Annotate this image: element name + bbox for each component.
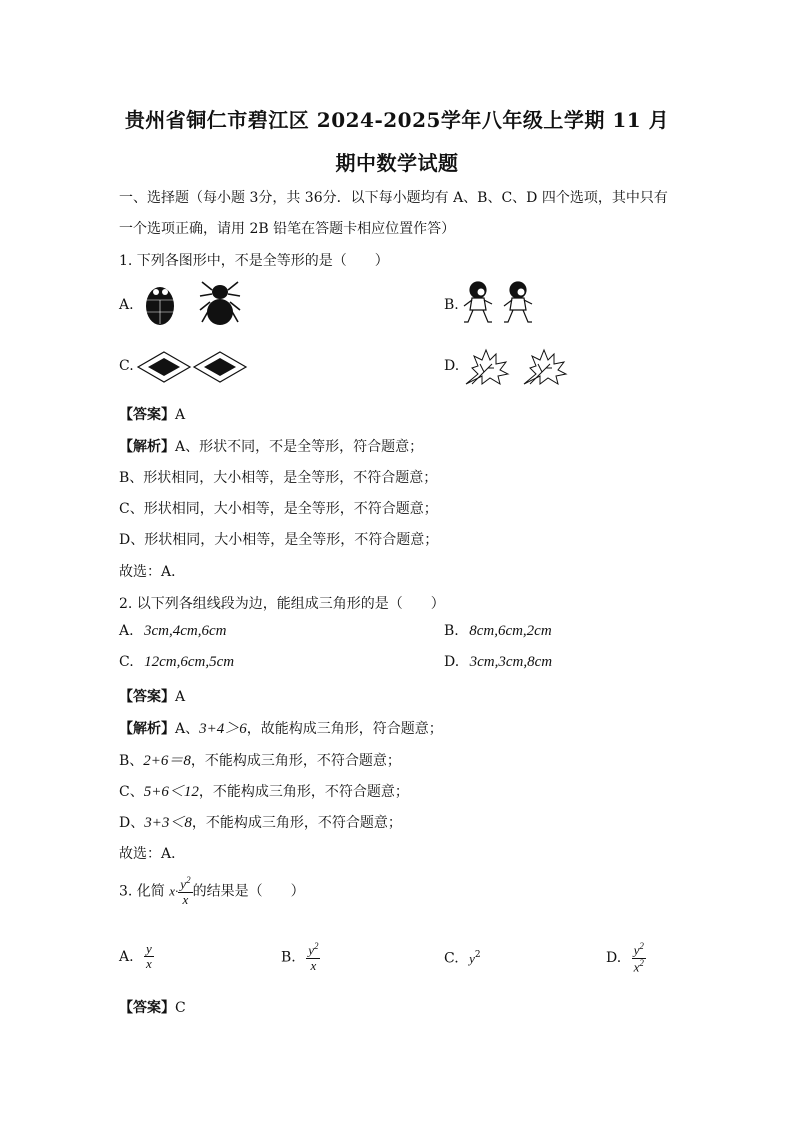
option-label: B.	[444, 623, 459, 639]
q1-option-a-label: A.	[119, 297, 134, 313]
numerator-exponent: 2	[639, 941, 644, 951]
option-label: D.	[444, 654, 460, 670]
q1-stem: 1. 下列各图形中，不是全等形的是（ ）	[119, 253, 389, 269]
beetle-icon	[146, 287, 174, 325]
option-fraction	[306, 942, 320, 973]
answer-label: 【答案】	[119, 1000, 175, 1016]
denominator-exponent: 2	[639, 957, 644, 968]
analysis-label: 【解析】	[119, 439, 175, 455]
denominator: x	[633, 958, 640, 974]
answer-label: 【答案】	[119, 407, 175, 423]
cartoon-boy-icon	[504, 282, 532, 322]
answer-label: 【答案】	[119, 689, 175, 705]
diamond-in-diamond-icon	[138, 352, 190, 382]
numerator-exponent: 2	[186, 875, 191, 885]
q3-option-a	[119, 942, 154, 972]
q2-option-a	[119, 623, 227, 640]
answer-value: C	[175, 1000, 186, 1016]
q2-stem: 2. 以下列各组线段为边，能组成三角形的是（ ）	[119, 596, 445, 612]
diamond-in-diamond-icon	[194, 352, 246, 382]
option-fraction	[632, 942, 646, 974]
numerator: y	[308, 942, 314, 958]
numerator-exponent: 2	[313, 941, 319, 951]
q2-analysis-line	[119, 717, 443, 738]
analysis-text: A、形状不同，不是全等形，符合题意；	[175, 439, 424, 455]
q2-option-c	[119, 654, 234, 671]
q1-analysis-line: B、形状相同，大小相等，是全等形，不符合题意；	[119, 470, 438, 486]
analysis-suffix: ，故能构成三角形，符合题意；	[246, 721, 443, 737]
q3-answer	[119, 997, 186, 1017]
stem-fraction	[178, 876, 192, 907]
spider-icon	[200, 282, 240, 325]
option-label: C.	[444, 950, 459, 967]
q1-conclusion: 故选：A．	[119, 564, 186, 580]
option-exponent: 2	[474, 950, 481, 960]
option-fraction	[144, 942, 154, 972]
analysis-prefix: A、	[175, 721, 200, 737]
analysis-prefix: B、	[119, 753, 144, 769]
numerator: y	[146, 941, 152, 956]
q2-option-d	[444, 654, 552, 671]
analysis-prefix: C、	[119, 784, 144, 800]
stem-suffix: 的结果是（ ）	[192, 883, 305, 900]
q1-option-b-label: B.	[444, 297, 459, 313]
analysis-math: 3+4＞6	[199, 721, 247, 737]
analysis-math: 5+6＜12	[143, 784, 199, 800]
option-label: A.	[119, 948, 134, 965]
q1-option-a-figure	[140, 280, 260, 330]
analysis-suffix: ，不能构成三角形，不符合题意；	[190, 753, 401, 769]
q2-analysis-line	[119, 780, 409, 801]
exam-title-line1: 贵州省铜仁市碧江区 2024-2025学年八年级上学期 11 月	[124, 108, 670, 132]
numerator: y	[180, 876, 187, 892]
analysis-math: 2+6＝8	[143, 753, 191, 769]
q1-analysis-line	[119, 436, 423, 456]
analysis-math: 3+3＜8	[144, 815, 192, 831]
option-value: y	[469, 950, 475, 966]
section-instructions-line1: 一、选择题（每小题 3分，共 36分．以下每小题均有 A、B、C、D 四个选项，其中只有	[119, 190, 668, 206]
option-value: 8cm,6cm,2cm	[469, 623, 552, 639]
q1-option-d-label: D.	[444, 358, 460, 374]
analysis-suffix: ，不能构成三角形，不符合题意；	[191, 815, 402, 831]
section-instructions-line2: 一个选项正确，请用 2B 铅笔在答题卡相应位置作答）	[119, 221, 456, 237]
q1-option-d-figure	[462, 344, 574, 388]
q1-option-b-figure	[462, 280, 542, 330]
q3-option-b	[281, 942, 320, 973]
q2-option-b	[444, 623, 552, 640]
maple-leaf-icon	[524, 350, 566, 384]
stem-prefix: 3. 化简	[119, 883, 165, 900]
q1-analysis-line: C、形状相同，大小相等，是全等形，不符合题意；	[119, 501, 438, 517]
analysis-prefix: D、	[119, 815, 145, 831]
option-value: 3cm,4cm,6cm	[144, 623, 227, 639]
q1-analysis-line: D、形状相同，大小相等，是全等形，不符合题意；	[119, 532, 439, 548]
exam-title-line2: 期中数学试题	[335, 151, 459, 175]
q1-answer	[119, 404, 185, 424]
q3-option-c	[444, 950, 481, 967]
analysis-label: 【解析】	[119, 721, 175, 737]
analysis-suffix: ，不能构成三角形，不符合题意；	[198, 784, 409, 800]
option-label: A.	[119, 623, 134, 639]
denominator: x	[310, 957, 317, 973]
q2-conclusion: 故选：A．	[119, 846, 186, 862]
q2-answer	[119, 686, 185, 706]
q3-option-d	[606, 942, 646, 974]
q2-analysis-line	[119, 811, 402, 832]
numerator: y	[633, 942, 640, 958]
option-label: C.	[119, 654, 134, 670]
denominator: x	[146, 956, 152, 972]
option-value: 12cm,6cm,5cm	[144, 654, 235, 670]
q1-option-c-label: C.	[119, 358, 134, 374]
denominator: x	[182, 891, 189, 907]
option-label: B.	[281, 949, 296, 966]
option-value: 3cm,3cm,8cm	[469, 654, 553, 670]
maple-leaf-icon	[466, 350, 508, 384]
cartoon-boy-icon	[464, 282, 492, 322]
q2-analysis-line	[119, 749, 401, 770]
q3-stem	[119, 876, 305, 907]
stem-math: x·	[169, 883, 179, 899]
q1-option-c-figure	[138, 350, 248, 384]
answer-value: A	[175, 407, 186, 423]
option-label: D.	[606, 950, 622, 967]
answer-value: A	[175, 689, 186, 705]
